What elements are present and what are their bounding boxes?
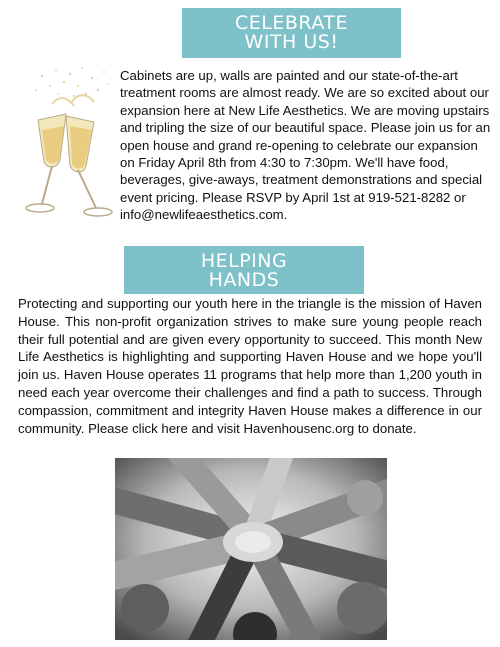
helping-body-text: Protecting and supporting our youth here in the triangle is the mission of Haven House. This non-profit organization strives to make sure young people reach their full potential and are given every opportunity to succeed. This month New Life Aesthetics is highlighting and supporting Haven House and we hope you'll join us. Haven House operates 11 programs that help more than 1,200 youth in need each year overcome their challenges and find a path to success. Through compassion, commitment and integrity Haven House makes a difference in our community. Please click here and visit Havenhousenc.org to donate.: [18, 296, 482, 436]
helping-heading-banner: [124, 246, 364, 294]
celebrate-heading-banner: [182, 8, 401, 58]
celebrate-heading-line1: CELEBRATE: [235, 12, 348, 34]
helping-heading-line2: HANDS: [208, 269, 280, 291]
champagne-toast-icon: [12, 64, 116, 224]
celebrate-body-text: Cabinets are up, walls are painted and our state-of-the-art treatment rooms are almost ready. We are so excited about our expansion here at New Life Aesthetics. We are moving upstairs and tripling the size of our beautiful space. Please join us for an open house and grand re-opening to celebrate our expansion on Friday April 8th from 4:30 to 7:30pm. We'll have food, beverages, give-aways, treatment demonstrations and special event pricing. Please RSVP by April 1st at 919-521-8282 or info@newlifeaesthetics.com.: [120, 68, 491, 223]
helping-heading-line1: HELPING: [200, 250, 288, 272]
celebrate-heading-line2: WITH US!: [244, 31, 339, 53]
stacked-hands-photo: [115, 458, 387, 640]
